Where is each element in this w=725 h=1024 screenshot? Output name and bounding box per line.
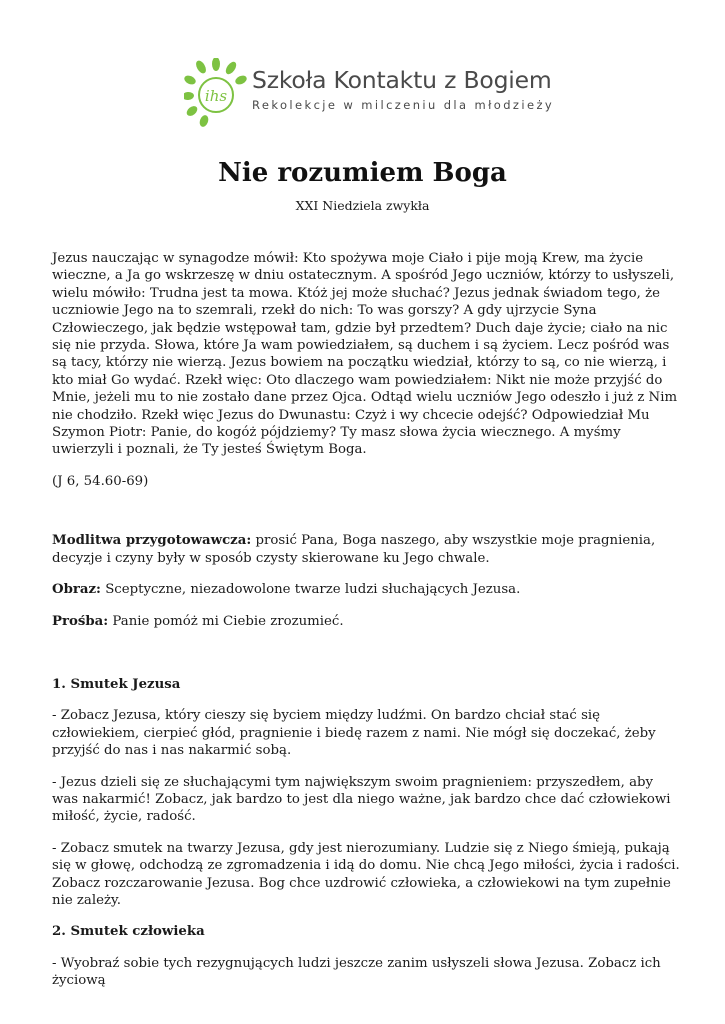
section2-paragraph: - Wyobraź sobie tych rezygnujących ludzi jeszcze zanim usłyszeli słowa Jezusa. Zobacz ich życiową bbox=[52, 955, 661, 989]
gospel-text: Jezus nauczając w synagodze mówił: Kto spożywa moje Ciało i pije moją Krew, ma życie wieczne, a Ja go wskrzeszę w dniu ostatecznym. A spośród Jego uczniów, którzy to usłyszeli, wielu mówiło: Trudna jest ta mowa. Któż jej może słuchać? Jezus jednak świadom tego, że uczniowie Jego na to szemrali, rzekł do nich: To was gorszy? A gdy ujrzycie Syna Człowieczego, jak będzie wstępował tam, gdzie był przedtem? Duch daje życie; ciało na nic się nie przyda. Słowa, które Ja wam powiedziałem, są duchem i są życiem. Lecz pośród was są tacy, którzy nie wierzą. Jezus bowiem na początku wiedział, którzy to są, co nie wierzą, i kto miał Go wydać. Rzekł więc: Oto dlaczego wam powiedziałem: Nikt nie może przyjść do Mnie, jeżeli mu to nie zostało dane przez Ojca. Odtąd wielu uczniów Jego odeszło i już z Nim nie chodziło. Rzekł więc Jezus do Dwunastu: Czyż i wy chcecie odejść? Odpowiedział Mu Szymon Piotr: Panie, do kogóż pójdziemy? Ty masz słowa życia wiecznego. A myśmy uwierzyli i poznali, że Ty jesteś Świętym Boga. bbox=[52, 251, 678, 458]
section-heading-2: 2. Smutek człowieka bbox=[52, 924, 205, 940]
logo-subtitle: Rekolekcje w milczeniu dla młodzieży bbox=[252, 98, 555, 112]
prep-image bbox=[52, 581, 680, 598]
sun-emblem-icon bbox=[184, 58, 250, 128]
prep-request bbox=[52, 613, 680, 630]
prep-prayer bbox=[52, 532, 680, 567]
prep-image-label: Obraz: bbox=[52, 582, 101, 598]
spacer bbox=[52, 504, 680, 532]
prep-prayer-label: Modlitwa przygotowawcza: bbox=[52, 533, 252, 549]
prep-image-text: Sceptyczne, niezadowolone twarze ludzi słuchających Jezusa. bbox=[100, 582, 521, 598]
prep-prayer-text: prosić Pana, Boga naszego, aby wszystkie moje pragnienia, decyzje i czyny były w sposób czysty skierowane ku Jego chwale. bbox=[52, 533, 656, 566]
logo bbox=[184, 58, 555, 128]
section1-paragraph: - Jezus dzieli się ze słuchającymi tym największym swoim pragnieniem: przyszedłem, aby was nakarmić! Zobacz, jak bardzo to jest dla niego ważne, jak bardzo chce dać człowiekowi miłość, życie, radość. bbox=[52, 774, 671, 825]
svg-text:ihs: ihs bbox=[204, 87, 228, 105]
section1-paragraph: - Zobacz smutek na twarzy Jezusa, gdy jest nierozumiany. Ludzie się z Niego śmieją, pukają się w głowę, odchodzą ze zgromadzenia i idą do domu. Nie chcą Jego miłości, życia i radości. Zobacz rozczarowanie Jezusa. Bog chce uzdrowić człowieka, a człowiekowi na tym zupełnie nie zależy. bbox=[52, 840, 680, 908]
gospel-reference: (J 6, 54.60-69) bbox=[52, 473, 149, 489]
logo-title: Szkoła Kontaktu z Bogiem bbox=[252, 66, 552, 94]
section-heading-1: 1. Smutek Jezusa bbox=[52, 676, 181, 692]
section1-paragraph: - Zobacz Jezusa, który cieszy się byciem między ludźmi. On bardzo chciał stać się człowiekiem, cierpieć głód, pragnienie i biedę razem z nami. Nie mógł się doczekać, żeby przyjść do nas i nas nakarmić sobą. bbox=[52, 708, 656, 759]
page-subtitle: XXI Niedziela zwykła bbox=[295, 198, 430, 213]
page-title: Nie rozumiem Boga bbox=[218, 158, 507, 188]
main-content bbox=[52, 250, 680, 1004]
prep-request-label: Prośba: bbox=[52, 613, 109, 629]
prep-request-text: Panie pomóż mi Ciebie zrozumieć. bbox=[108, 613, 344, 629]
spacer bbox=[52, 644, 680, 676]
